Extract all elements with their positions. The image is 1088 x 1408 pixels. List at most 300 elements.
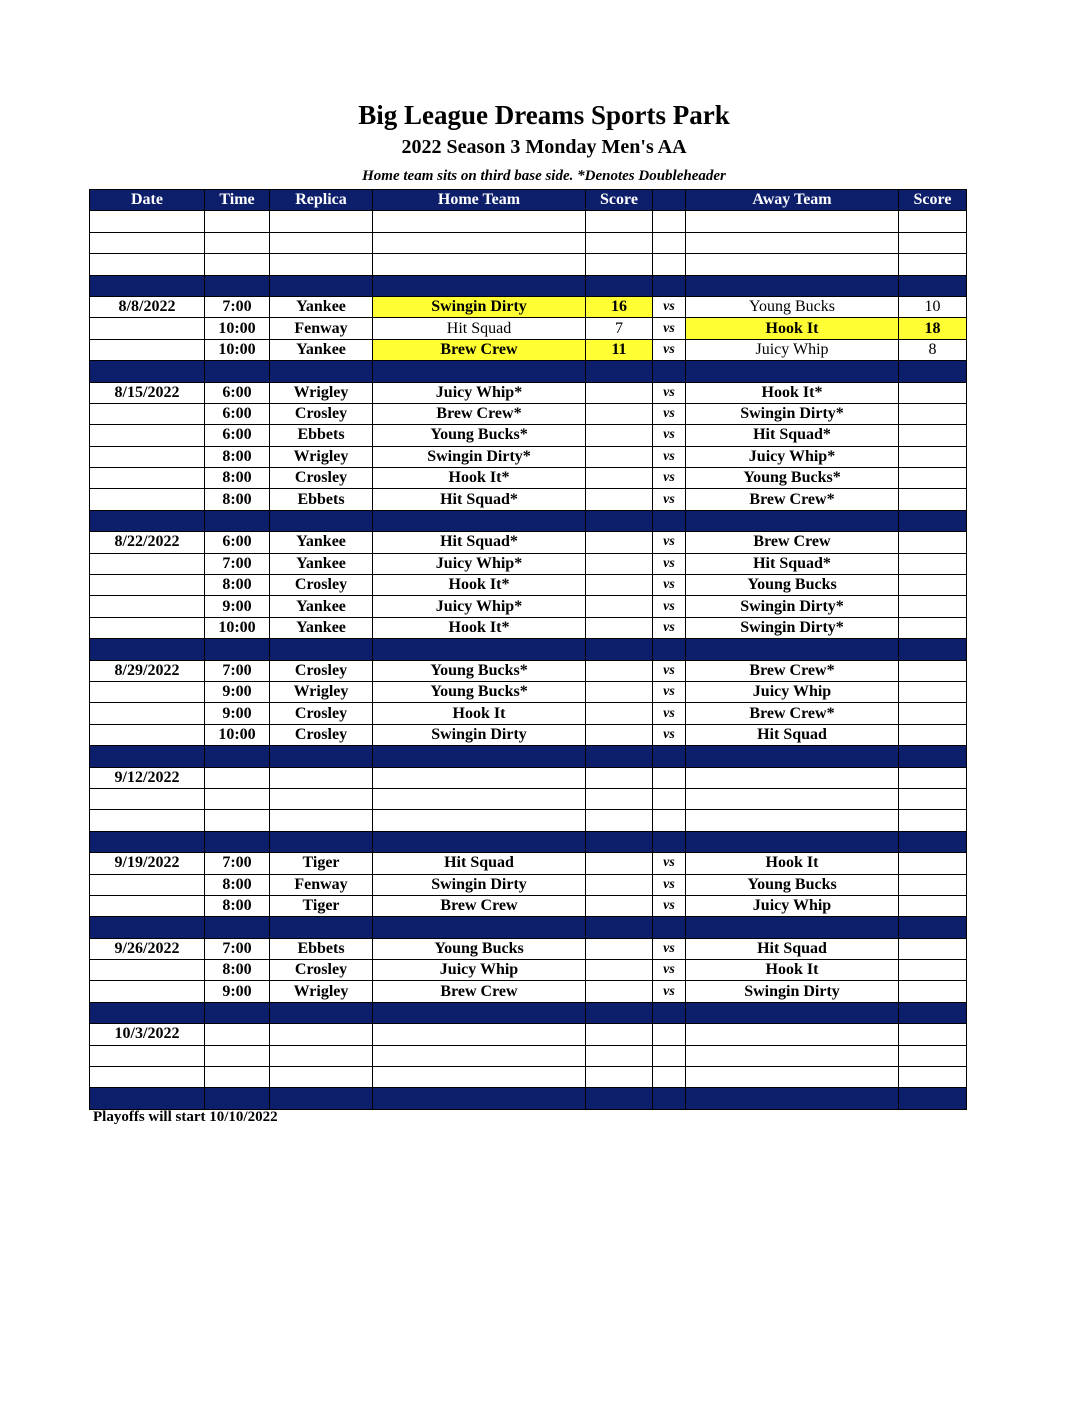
away-team-cell: Young Bucks xyxy=(686,874,899,895)
home-score-cell: 7 xyxy=(586,318,653,339)
home-team-cell: Hit Squad* xyxy=(373,532,586,553)
separator-cell xyxy=(270,831,373,852)
home-score-cell xyxy=(586,724,653,745)
date-cell xyxy=(90,553,205,574)
home-team-cell: Young Bucks* xyxy=(373,660,586,681)
replica-cell xyxy=(270,232,373,253)
table-row xyxy=(90,1067,967,1088)
away-team-cell: Swingin Dirty* xyxy=(686,596,899,617)
separator-cell xyxy=(90,917,205,938)
away-score-cell xyxy=(899,703,967,724)
replica-cell xyxy=(270,788,373,809)
time-cell: 8:00 xyxy=(205,960,270,981)
home-team-cell xyxy=(373,1045,586,1066)
separator-cell xyxy=(653,746,686,767)
separator-cell xyxy=(205,275,270,296)
home-team-cell xyxy=(373,232,586,253)
home-score-cell xyxy=(586,1024,653,1045)
home-score-cell xyxy=(586,489,653,510)
replica-cell: Crosley xyxy=(270,468,373,489)
separator-cell xyxy=(899,1088,967,1109)
table-row xyxy=(90,767,967,788)
table-row xyxy=(90,703,967,724)
away-team-cell xyxy=(686,767,899,788)
home-team-cell xyxy=(373,810,586,831)
home-team-cell xyxy=(373,788,586,809)
separator-cell xyxy=(899,746,967,767)
home-team-cell: Hook It* xyxy=(373,575,586,596)
date-cell: 8/8/2022 xyxy=(90,296,205,317)
replica-cell: Wrigley xyxy=(270,981,373,1002)
vs-cell: vs xyxy=(653,339,686,360)
time-cell xyxy=(205,1045,270,1066)
home-score-cell xyxy=(586,788,653,809)
away-team-cell: Young Bucks xyxy=(686,296,899,317)
time-cell: 8:00 xyxy=(205,446,270,467)
vs-cell: vs xyxy=(653,318,686,339)
away-team-cell: Juicy Whip xyxy=(686,681,899,702)
date-cell: 9/19/2022 xyxy=(90,853,205,874)
separator-cell xyxy=(653,831,686,852)
away-team-cell: Hook It* xyxy=(686,382,899,403)
home-score-cell xyxy=(586,874,653,895)
replica-cell: Crosley xyxy=(270,575,373,596)
table-row xyxy=(90,596,967,617)
date-cell xyxy=(90,1067,205,1088)
vs-cell xyxy=(653,767,686,788)
header-row xyxy=(90,190,967,211)
separator-cell xyxy=(586,361,653,382)
table-row xyxy=(90,960,967,981)
separator-cell xyxy=(205,1002,270,1023)
separator-cell xyxy=(586,831,653,852)
separator-cell xyxy=(373,275,586,296)
date-cell xyxy=(90,575,205,596)
home-score-cell xyxy=(586,960,653,981)
vs-cell: vs xyxy=(653,981,686,1002)
away-team-cell: Swingin Dirty* xyxy=(686,403,899,424)
table-row xyxy=(90,489,967,510)
separator-cell xyxy=(270,1088,373,1109)
home-score-cell xyxy=(586,938,653,959)
time-cell: 8:00 xyxy=(205,874,270,895)
away-team-cell: Hit Squad* xyxy=(686,553,899,574)
week-separator-row xyxy=(90,746,967,767)
date-cell xyxy=(90,339,205,360)
home-team-cell xyxy=(373,767,586,788)
away-team-cell xyxy=(686,1067,899,1088)
away-team-cell xyxy=(686,1045,899,1066)
time-cell: 7:00 xyxy=(205,553,270,574)
away-score-cell xyxy=(899,895,967,916)
time-cell: 7:00 xyxy=(205,853,270,874)
time-cell: 10:00 xyxy=(205,318,270,339)
vs-cell xyxy=(653,232,686,253)
away-team-cell: Young Bucks xyxy=(686,575,899,596)
time-cell: 6:00 xyxy=(205,403,270,424)
table-row xyxy=(90,681,967,702)
time-cell xyxy=(205,788,270,809)
separator-cell xyxy=(90,275,205,296)
time-cell xyxy=(205,254,270,275)
away-score-cell xyxy=(899,874,967,895)
replica-cell: Wrigley xyxy=(270,382,373,403)
home-team-cell: Young Bucks* xyxy=(373,681,586,702)
away-score-cell: 8 xyxy=(899,339,967,360)
home-score-cell xyxy=(586,703,653,724)
away-score-cell xyxy=(899,660,967,681)
away-score-cell xyxy=(899,468,967,489)
home-score-cell xyxy=(586,403,653,424)
separator-cell xyxy=(205,639,270,660)
separator-cell xyxy=(686,639,899,660)
away-team-cell: Brew Crew* xyxy=(686,703,899,724)
away-score-cell xyxy=(899,767,967,788)
vs-cell: vs xyxy=(653,296,686,317)
separator-cell xyxy=(90,1088,205,1109)
separator-cell xyxy=(686,917,899,938)
vs-cell: vs xyxy=(653,874,686,895)
table-row xyxy=(90,339,967,360)
replica-cell: Tiger xyxy=(270,853,373,874)
replica-cell xyxy=(270,1024,373,1045)
time-cell: 7:00 xyxy=(205,660,270,681)
away-score-cell xyxy=(899,853,967,874)
separator-cell xyxy=(270,639,373,660)
time-cell: 10:00 xyxy=(205,617,270,638)
table-row xyxy=(90,617,967,638)
away-score-cell xyxy=(899,211,967,232)
date-cell xyxy=(90,403,205,424)
home-team-cell: Swingin Dirty xyxy=(373,874,586,895)
time-cell: 8:00 xyxy=(205,489,270,510)
away-score-cell xyxy=(899,1067,967,1088)
separator-cell xyxy=(586,1002,653,1023)
date-cell xyxy=(90,724,205,745)
separator-cell xyxy=(205,746,270,767)
table-row xyxy=(90,382,967,403)
home-score-cell xyxy=(586,425,653,446)
schedule-note: Home team sits on third base side. *Denotes Doubleheader xyxy=(362,168,726,184)
away-team-cell: Hit Squad xyxy=(686,938,899,959)
vs-cell: vs xyxy=(653,895,686,916)
vs-cell: vs xyxy=(653,660,686,681)
home-team-cell: Hit Squad* xyxy=(373,489,586,510)
week-separator-row xyxy=(90,275,967,296)
separator-cell xyxy=(373,831,586,852)
time-cell: 10:00 xyxy=(205,724,270,745)
away-score-cell xyxy=(899,489,967,510)
away-score-cell xyxy=(899,575,967,596)
vs-cell: vs xyxy=(653,575,686,596)
separator-cell xyxy=(899,831,967,852)
vs-cell xyxy=(653,1024,686,1045)
date-cell xyxy=(90,1045,205,1066)
separator-cell xyxy=(686,746,899,767)
away-team-cell: Swingin Dirty xyxy=(686,981,899,1002)
home-score-cell: 11 xyxy=(586,339,653,360)
away-team-cell: Young Bucks* xyxy=(686,468,899,489)
date-cell xyxy=(90,681,205,702)
home-team-cell: Juicy Whip xyxy=(373,960,586,981)
time-cell xyxy=(205,1024,270,1045)
time-cell: 8:00 xyxy=(205,575,270,596)
home-team-cell: Brew Crew* xyxy=(373,403,586,424)
home-score-cell xyxy=(586,1067,653,1088)
home-score-cell xyxy=(586,553,653,574)
separator-cell xyxy=(586,275,653,296)
week-separator-row xyxy=(90,1002,967,1023)
home-score-cell xyxy=(586,981,653,1002)
vs-cell: vs xyxy=(653,617,686,638)
date-cell xyxy=(90,446,205,467)
away-team-cell xyxy=(686,1024,899,1045)
time-cell: 10:00 xyxy=(205,339,270,360)
away-team-cell: Hook It xyxy=(686,853,899,874)
separator-cell xyxy=(90,510,205,531)
date-cell: 10/3/2022 xyxy=(90,1024,205,1045)
week-separator-row xyxy=(90,510,967,531)
away-score-cell xyxy=(899,810,967,831)
separator-cell xyxy=(205,917,270,938)
away-score-cell xyxy=(899,681,967,702)
replica-cell: Ebbets xyxy=(270,489,373,510)
home-score-cell xyxy=(586,596,653,617)
home-score-cell: 16 xyxy=(586,296,653,317)
table-row xyxy=(90,575,967,596)
table-row xyxy=(90,810,967,831)
time-cell: 9:00 xyxy=(205,681,270,702)
away-score-cell xyxy=(899,532,967,553)
column-header-away-score: Score xyxy=(899,190,967,211)
separator-cell xyxy=(270,746,373,767)
table-row xyxy=(90,553,967,574)
replica-cell: Yankee xyxy=(270,532,373,553)
replica-cell: Ebbets xyxy=(270,938,373,959)
table-row xyxy=(90,446,967,467)
date-cell xyxy=(90,981,205,1002)
replica-cell: Yankee xyxy=(270,596,373,617)
replica-cell xyxy=(270,1067,373,1088)
away-score-cell xyxy=(899,981,967,1002)
away-team-cell: Hook It xyxy=(686,318,899,339)
replica-cell: Crosley xyxy=(270,703,373,724)
date-cell: 8/22/2022 xyxy=(90,532,205,553)
week-separator-row xyxy=(90,1088,967,1109)
column-header-vs xyxy=(653,190,686,211)
replica-cell xyxy=(270,1045,373,1066)
separator-cell xyxy=(586,639,653,660)
week-separator-row xyxy=(90,917,967,938)
vs-cell: vs xyxy=(653,468,686,489)
table-row xyxy=(90,1045,967,1066)
home-team-cell: Hook It* xyxy=(373,468,586,489)
time-cell xyxy=(205,1067,270,1088)
home-score-cell xyxy=(586,767,653,788)
replica-cell: Yankee xyxy=(270,553,373,574)
away-score-cell xyxy=(899,425,967,446)
time-cell: 8:00 xyxy=(205,895,270,916)
date-cell xyxy=(90,468,205,489)
schedule-body xyxy=(90,211,967,1109)
separator-cell xyxy=(373,1002,586,1023)
home-score-cell xyxy=(586,810,653,831)
away-team-cell xyxy=(686,211,899,232)
replica-cell: Fenway xyxy=(270,874,373,895)
replica-cell xyxy=(270,767,373,788)
separator-cell xyxy=(373,1088,586,1109)
vs-cell: vs xyxy=(653,553,686,574)
column-header-date: Date xyxy=(90,190,205,211)
separator-cell xyxy=(653,275,686,296)
vs-cell xyxy=(653,810,686,831)
table-row xyxy=(90,254,967,275)
separator-cell xyxy=(586,1088,653,1109)
home-team-cell xyxy=(373,1067,586,1088)
replica-cell: Crosley xyxy=(270,960,373,981)
separator-cell xyxy=(270,510,373,531)
separator-cell xyxy=(686,1088,899,1109)
date-cell: 8/15/2022 xyxy=(90,382,205,403)
separator-cell xyxy=(686,510,899,531)
home-score-cell xyxy=(586,254,653,275)
away-score-cell xyxy=(899,232,967,253)
home-score-cell xyxy=(586,532,653,553)
away-score-cell xyxy=(899,938,967,959)
home-team-cell: Hook It* xyxy=(373,617,586,638)
table-row xyxy=(90,468,967,489)
separator-cell xyxy=(899,510,967,531)
date-cell xyxy=(90,489,205,510)
vs-cell: vs xyxy=(653,681,686,702)
away-team-cell xyxy=(686,254,899,275)
date-cell xyxy=(90,895,205,916)
away-team-cell: Juicy Whip xyxy=(686,339,899,360)
time-cell: 9:00 xyxy=(205,596,270,617)
column-header-home-team: Home Team xyxy=(373,190,586,211)
date-cell xyxy=(90,232,205,253)
replica-cell: Yankee xyxy=(270,296,373,317)
separator-cell xyxy=(205,510,270,531)
week-separator-row xyxy=(90,639,967,660)
table-row xyxy=(90,895,967,916)
table-row xyxy=(90,660,967,681)
table-row xyxy=(90,403,967,424)
separator-cell xyxy=(270,275,373,296)
time-cell xyxy=(205,767,270,788)
away-team-cell xyxy=(686,788,899,809)
home-team-cell: Brew Crew xyxy=(373,895,586,916)
vs-cell: vs xyxy=(653,724,686,745)
date-cell xyxy=(90,318,205,339)
playoffs-note: Playoffs will start 10/10/2022 xyxy=(93,1109,278,1125)
separator-cell xyxy=(373,510,586,531)
date-cell xyxy=(90,703,205,724)
away-score-cell xyxy=(899,788,967,809)
away-team-cell: Hit Squad xyxy=(686,724,899,745)
replica-cell: Yankee xyxy=(270,339,373,360)
column-header-replica: Replica xyxy=(270,190,373,211)
vs-cell: vs xyxy=(653,489,686,510)
away-score-cell: 10 xyxy=(899,296,967,317)
column-header-away-team: Away Team xyxy=(686,190,899,211)
home-score-cell xyxy=(586,895,653,916)
home-team-cell: Hook It xyxy=(373,703,586,724)
separator-cell xyxy=(686,831,899,852)
replica-cell: Yankee xyxy=(270,617,373,638)
home-team-cell xyxy=(373,254,586,275)
away-team-cell: Hit Squad* xyxy=(686,425,899,446)
away-score-cell xyxy=(899,446,967,467)
date-cell xyxy=(90,874,205,895)
home-team-cell: Young Bucks* xyxy=(373,425,586,446)
date-cell xyxy=(90,960,205,981)
home-team-cell: Hit Squad xyxy=(373,853,586,874)
separator-cell xyxy=(373,746,586,767)
home-team-cell: Juicy Whip* xyxy=(373,382,586,403)
separator-cell xyxy=(586,746,653,767)
time-cell: 9:00 xyxy=(205,703,270,724)
page-subtitle: 2022 Season 3 Monday Men's AA xyxy=(401,136,687,158)
time-cell: 8:00 xyxy=(205,468,270,489)
table-row xyxy=(90,788,967,809)
vs-cell: vs xyxy=(653,960,686,981)
time-cell xyxy=(205,810,270,831)
away-team-cell: Juicy Whip* xyxy=(686,446,899,467)
replica-cell: Crosley xyxy=(270,660,373,681)
date-cell xyxy=(90,254,205,275)
separator-cell xyxy=(90,746,205,767)
separator-cell xyxy=(653,917,686,938)
separator-cell xyxy=(899,1002,967,1023)
replica-cell: Wrigley xyxy=(270,681,373,702)
separator-cell xyxy=(686,361,899,382)
away-team-cell xyxy=(686,810,899,831)
column-header-time: Time xyxy=(205,190,270,211)
date-cell: 9/26/2022 xyxy=(90,938,205,959)
date-cell xyxy=(90,617,205,638)
away-score-cell xyxy=(899,960,967,981)
replica-cell: Fenway xyxy=(270,318,373,339)
date-cell xyxy=(90,810,205,831)
time-cell: 9:00 xyxy=(205,981,270,1002)
separator-cell xyxy=(586,917,653,938)
replica-cell xyxy=(270,254,373,275)
date-cell: 9/12/2022 xyxy=(90,767,205,788)
table-row xyxy=(90,425,967,446)
time-cell: 6:00 xyxy=(205,532,270,553)
separator-cell xyxy=(653,1002,686,1023)
vs-cell xyxy=(653,1067,686,1088)
replica-cell: Ebbets xyxy=(270,425,373,446)
separator-cell xyxy=(899,275,967,296)
separator-cell xyxy=(205,361,270,382)
away-score-cell xyxy=(899,254,967,275)
table-row xyxy=(90,1024,967,1045)
date-cell xyxy=(90,596,205,617)
week-separator-row xyxy=(90,831,967,852)
away-score-cell xyxy=(899,617,967,638)
replica-cell xyxy=(270,810,373,831)
away-score-cell xyxy=(899,1024,967,1045)
time-cell: 6:00 xyxy=(205,425,270,446)
home-team-cell: Juicy Whip* xyxy=(373,596,586,617)
separator-cell xyxy=(653,639,686,660)
separator-cell xyxy=(270,1002,373,1023)
home-score-cell xyxy=(586,617,653,638)
away-score-cell xyxy=(899,553,967,574)
vs-cell xyxy=(653,254,686,275)
